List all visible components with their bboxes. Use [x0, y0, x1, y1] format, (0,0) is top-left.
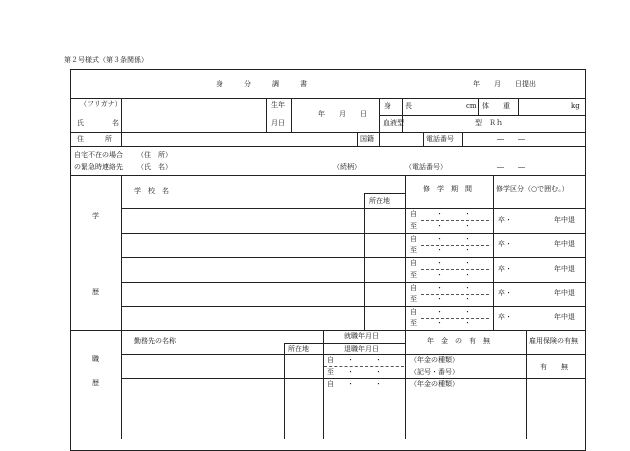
divider	[70, 175, 585, 176]
divider	[70, 98, 585, 99]
weight-unit: kg	[571, 102, 580, 110]
career-side-label: 歴	[92, 379, 99, 387]
period-to-label: 至	[410, 319, 417, 327]
period-to-field[interactable]: ・ ・	[436, 295, 471, 303]
weight-label: 体 重	[482, 102, 510, 110]
period-from-field[interactable]: ・ ・	[436, 259, 471, 267]
employer-location-header: 所在地	[288, 345, 309, 353]
divider	[121, 282, 585, 283]
divider	[405, 330, 406, 439]
education-side-label: 学	[92, 212, 99, 220]
period-from-label: 自	[410, 210, 417, 218]
birth-date-field[interactable]: 年 月 日	[318, 110, 367, 118]
divider	[70, 146, 585, 147]
withdrew-option[interactable]: 年中退	[554, 265, 575, 273]
divider	[284, 343, 405, 344]
pension-number-label: （記号・番号）	[410, 368, 459, 376]
divider	[421, 220, 489, 221]
period-from-label: 自	[410, 284, 417, 292]
period-from-label: 自	[410, 259, 417, 267]
divider	[323, 330, 324, 439]
period-from-field[interactable]: ・ ・	[436, 235, 471, 243]
school-name-header: 学 校 名	[134, 187, 169, 195]
graduated-option[interactable]: 卒・	[498, 265, 512, 273]
divider	[324, 366, 404, 367]
emergency-address[interactable]: （住 所）	[137, 151, 172, 159]
birth-label: 月日	[271, 119, 285, 127]
divider	[379, 115, 585, 116]
divider	[121, 330, 122, 439]
divider	[266, 98, 267, 132]
period-to-field[interactable]: ・ ・	[436, 319, 471, 327]
submitted-date[interactable]: 年 月 日提出	[473, 80, 536, 88]
pension-type-label: （年金の種類）	[410, 356, 459, 364]
height-unit: cm	[466, 102, 477, 110]
divider	[462, 132, 463, 146]
divider	[357, 132, 358, 146]
divider	[70, 330, 585, 331]
address-label: 住 所	[77, 135, 112, 143]
period-to-field[interactable]: ・ ・	[436, 246, 471, 254]
emergency-relation[interactable]: （続柄）	[333, 163, 361, 171]
divider	[121, 354, 585, 355]
hire-to-label: 至	[327, 368, 334, 376]
withdrew-option[interactable]: 年中退	[554, 240, 575, 248]
emergency-phone-field[interactable]: ― ―	[497, 163, 525, 171]
hire-from-label: 自	[327, 380, 334, 388]
pension-header: 年 金 の 有 無	[427, 337, 490, 345]
nationality-label: 国籍	[360, 135, 374, 143]
emergency-label: 自宅不在の場合	[74, 151, 123, 159]
divider	[526, 330, 527, 439]
form-number: 第２号様式（第３条関係）	[64, 56, 148, 64]
withdrew-option[interactable]: 年中退	[554, 289, 575, 297]
divider	[421, 269, 489, 270]
period-from-label: 自	[410, 308, 417, 316]
divider	[121, 378, 585, 379]
divider	[284, 343, 285, 439]
blood-type-label: 血液型	[383, 119, 404, 127]
graduated-option[interactable]: 卒・	[498, 216, 512, 224]
emergency-label: の緊急時連絡先	[74, 163, 123, 171]
divider	[121, 208, 585, 209]
form-frame	[70, 69, 586, 451]
hire-from-field[interactable]: ・ ・	[347, 356, 382, 364]
employment-insurance-header: 雇用保険の有無	[529, 337, 578, 345]
divider	[121, 257, 585, 258]
employer-name-header: 勤務先の名称	[134, 337, 176, 345]
period-to-label: 至	[410, 271, 417, 279]
hire-from-label: 自	[327, 356, 334, 364]
withdrew-option[interactable]: 年中退	[554, 313, 575, 321]
period-to-label: 至	[410, 246, 417, 254]
period-from-label: 自	[410, 235, 417, 243]
retire-date-header: 退職年月日	[344, 345, 379, 353]
pension-type-label: （年金の種類）	[410, 380, 459, 388]
career-side-label: 職	[92, 355, 99, 363]
emergency-name[interactable]: （氏 名）	[137, 163, 172, 171]
period-to-label: 至	[410, 295, 417, 303]
study-status-header: 修学区分（○で囲む。）	[496, 185, 569, 193]
emergency-phone-label: （電話番号）	[405, 163, 447, 171]
divider	[121, 132, 122, 146]
birth-label: 生年	[271, 101, 285, 109]
name-label: 氏 名	[77, 119, 119, 127]
school-location-header: 所在地	[369, 197, 390, 205]
divider	[121, 306, 585, 307]
furigana-label: （フリガナ）	[80, 100, 122, 108]
divider	[518, 98, 519, 115]
period-from-field[interactable]: ・ ・	[436, 210, 471, 218]
graduated-option[interactable]: 卒・	[498, 313, 512, 321]
phone-label: 電話番号	[426, 135, 454, 143]
graduated-option[interactable]: 卒・	[498, 240, 512, 248]
divider	[121, 233, 585, 234]
divider	[423, 132, 424, 146]
period-from-field[interactable]: ・ ・	[436, 308, 471, 316]
withdrew-option[interactable]: 年中退	[554, 216, 575, 224]
divider	[379, 132, 380, 146]
hire-from-field[interactable]: ・ ・	[347, 380, 382, 388]
period-from-field[interactable]: ・ ・	[436, 284, 471, 292]
form-title: 身 分 調 書	[216, 80, 307, 88]
education-side-label: 歴	[92, 288, 99, 296]
phone-field[interactable]: ― ―	[497, 135, 525, 143]
divider	[291, 98, 292, 132]
period-to-field[interactable]: ・ ・	[436, 222, 471, 230]
divider	[364, 193, 405, 194]
graduated-option[interactable]: 卒・	[498, 289, 512, 297]
period-to-label: 至	[410, 222, 417, 230]
insurance-option[interactable]: 有 無	[540, 363, 568, 371]
hire-to-field[interactable]: ・ ・	[347, 368, 382, 376]
divider	[478, 98, 479, 115]
period-to-field[interactable]: ・ ・	[436, 271, 471, 279]
height-label: 身 長	[384, 102, 412, 110]
divider	[70, 132, 585, 133]
divider	[364, 193, 365, 330]
blood-type-field[interactable]: 型 Ｒｈ	[475, 119, 503, 127]
study-period-header: 修 学 期 間	[423, 185, 472, 193]
hire-date-header: 就職年月日	[344, 332, 379, 340]
